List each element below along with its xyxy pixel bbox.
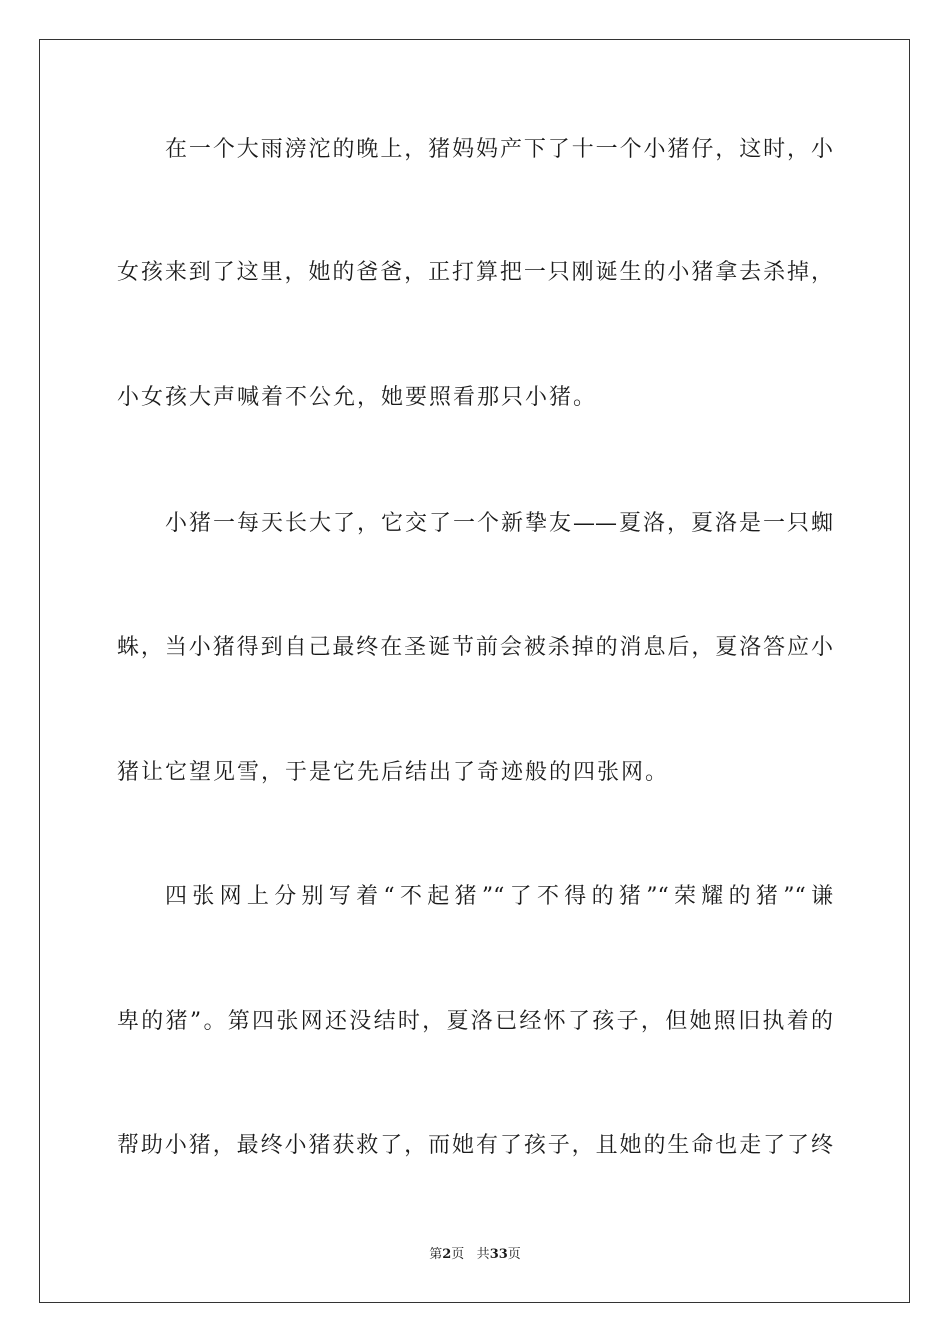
page-suffix: 页	[451, 1247, 465, 1262]
paragraph-3-line-3: 帮助小猪，最终小猪获救了，而她有了孩子，且她的生命也走了了终	[117, 1133, 833, 1158]
page-number: 2	[442, 1247, 452, 1262]
paragraph-1-line-3: 小女孩大声喊着不公允，她要照看那只小猪。	[117, 385, 598, 410]
paragraph-2-line-1: 小猪一每天长大了，它交了一个新挚友——夏洛，夏洛是一只蜘	[165, 511, 833, 536]
paragraph-1-line-2: 女孩来到了这里，她的爸爸，正打算把一只刚诞生的小猪拿去杀掉，	[117, 260, 833, 285]
paragraph-1-line-1: 在一个大雨滂沱的晚上，猪妈妈产下了十一个小猪仔，这时，小	[165, 137, 833, 162]
paragraph-2-line-2: 蛛，当小猪得到自己最终在圣诞节前会被杀掉的消息后，夏洛答应小	[117, 635, 833, 660]
total-suffix: 页	[507, 1247, 521, 1262]
paragraph-2-line-3: 猪让它望见雪，于是它先后结出了奇迹般的四张网。	[117, 760, 670, 785]
page-footer	[0, 1246, 950, 1264]
paragraph-3-line-2: 卑的猪”。第四张网还没结时，夏洛已经怀了孩子，但她照旧执着的	[117, 1009, 833, 1034]
paragraph-3-line-1: 四张网上分别写着“不起猪”“了不得的猪”“荣耀的猪”“谦	[165, 884, 833, 909]
total-prefix: 共	[476, 1247, 490, 1262]
total-pages: 33	[489, 1247, 508, 1262]
page-border	[39, 39, 910, 1303]
page-prefix: 第	[429, 1247, 443, 1262]
